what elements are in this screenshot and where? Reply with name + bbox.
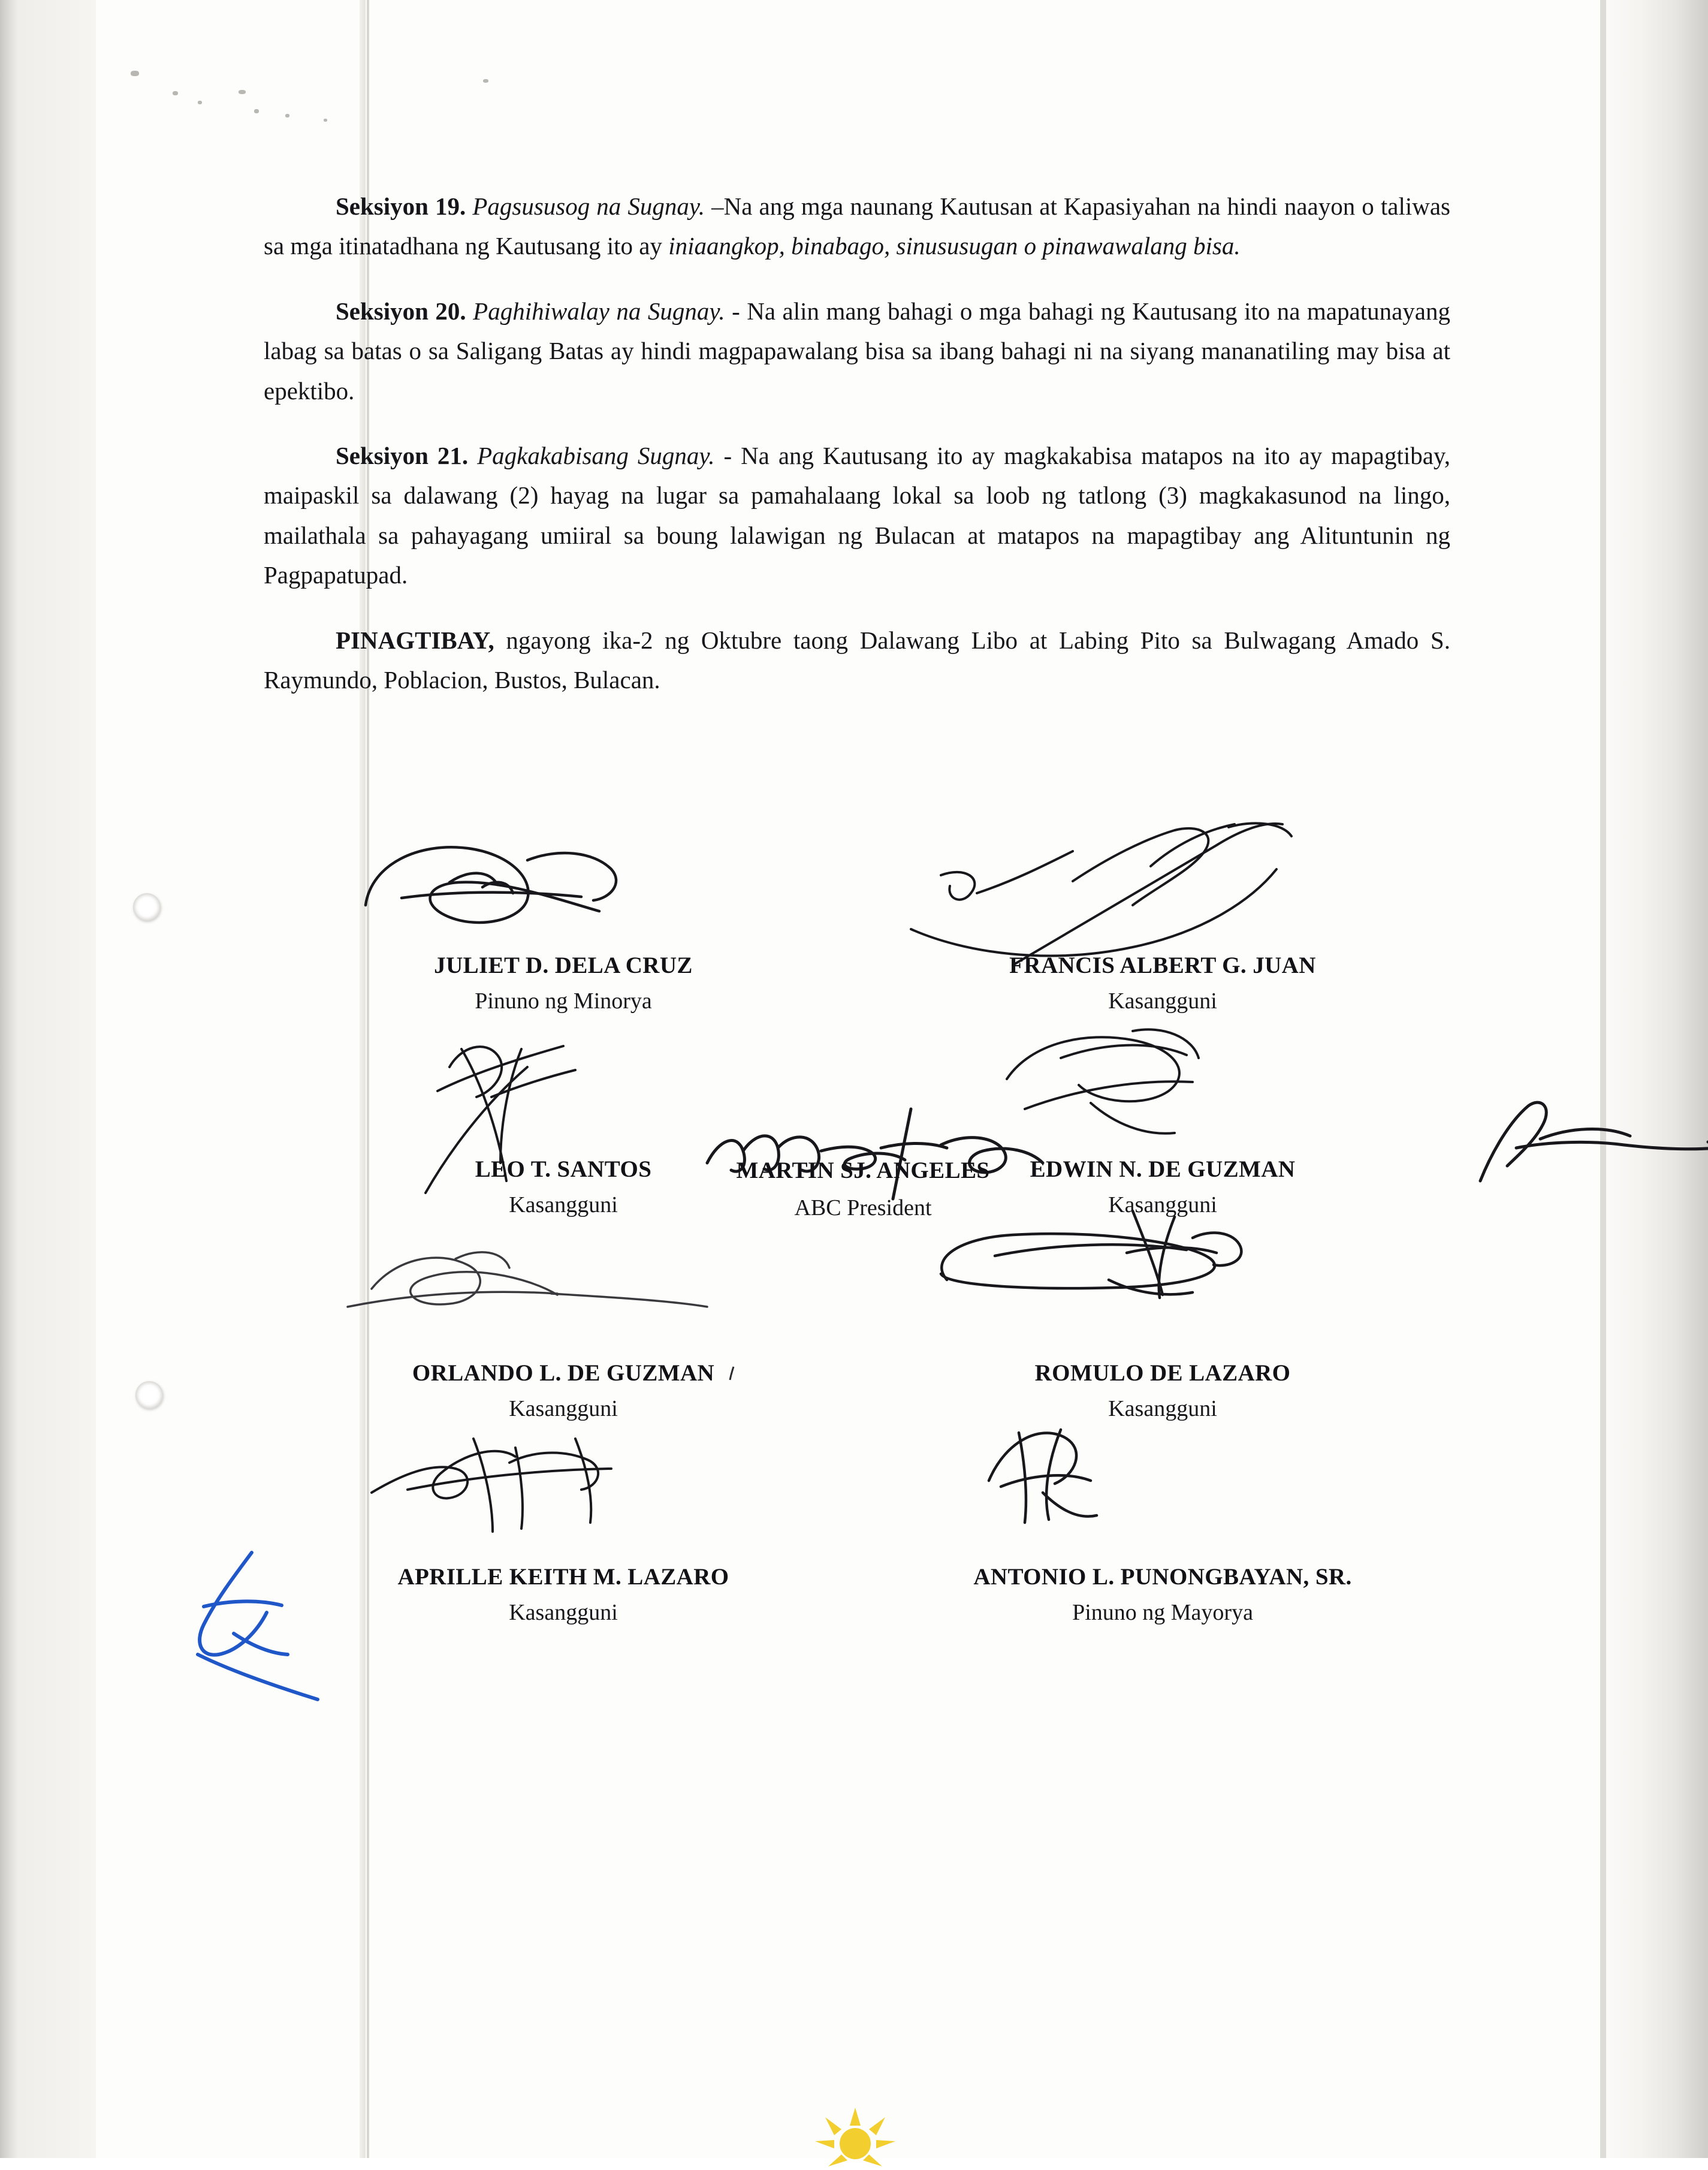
signatory-name: JULIET D. DELA CRUZ	[434, 953, 693, 978]
signatory-title: Pinuno ng Mayorya	[1072, 1600, 1253, 1625]
section-text-italic: iniaangkop, binabago, sinususugan o pinawawalang bisa.	[668, 232, 1241, 260]
signatory-cell	[264, 1451, 863, 1654]
section-title: Paghihiwalay na Sugnay.	[473, 297, 725, 325]
section-text: - Na alin mang bahagi o mga bahagi ng Kautusang ito na mapatunayang labag sa batas o sa Saligang Batas ay hindi magpapawalang bisa sa ibang bahagi ni na siyang mananatiling may bisa at epektibo.	[264, 297, 1450, 405]
scan-speck	[324, 119, 327, 122]
signatory-cell	[264, 1247, 863, 1451]
scan-speck	[285, 114, 289, 117]
signatory-title: ABC President	[794, 1195, 932, 1220]
scan-speck	[198, 101, 202, 104]
signatory-title: Kasangguni	[1108, 988, 1217, 1014]
scan-edge-left	[0, 0, 18, 2158]
scan-speck	[254, 109, 259, 113]
signature-block	[264, 839, 1462, 1654]
signature-row	[264, 1247, 1462, 1451]
paragraph-seksiyon-20	[264, 291, 1450, 411]
signatory-name: APRILLE KEITH M. LAZARO	[397, 1564, 729, 1590]
section-text: - Na ang Kautusang ito ay magkakabisa matapos na ito ay mapagtibay, maipaskil sa dalawang (2) hayag na lugar sa pamahalaang lokal sa loob ng tatlong (3) magkakasunod na lingo, mailathala sa pahayagang umiiral sa boung lalawigan ng Bulacan at matapos na mapagtibay ang Alituntunin ng Pagpapatupad.	[264, 442, 1451, 589]
signatory-title: Pinuno ng Minorya	[475, 988, 652, 1014]
section-title: Pagkakabisang Sugnay.	[477, 442, 715, 470]
signatory-cell	[863, 1247, 1462, 1451]
signatory-title: Kasangguni	[509, 1192, 618, 1217]
scan-edge-left-inner	[18, 0, 96, 2158]
section-text: –Na ang mga naunang Kautusan at Kapasiyahan na hindi naayon o taliwas sa mga itinatadhana ng Kautusang ito ay	[264, 192, 1450, 260]
scan-speck	[173, 91, 178, 95]
scan-speck	[131, 71, 139, 76]
scan-edge-right-inner	[1606, 0, 1642, 2158]
paragraph-seksiyon-21	[264, 436, 1450, 595]
signatory-cell	[264, 839, 863, 1043]
signatory-title: Kasangguni	[1108, 1192, 1217, 1217]
section-number: Seksiyon 19.	[336, 192, 466, 220]
section-number: Seksiyon 21.	[336, 442, 469, 470]
enactment-text: ngayong ika-2 ng Oktubre taong Dalawang Libo at Labing Pito sa Bulwagang Amado S. Raymundo, Poblacion, Bustos, Bulacan.	[264, 626, 1450, 694]
sun-seal-icon	[810, 2104, 900, 2170]
scan-speck	[483, 79, 488, 83]
section-number: Seksiyon 20.	[336, 297, 466, 325]
handwritten-signature-icon	[330, 827, 665, 965]
scan-edge-right	[1642, 0, 1708, 2158]
signatory-name: ROMULO DE LAZARO	[1034, 1360, 1291, 1386]
signature-row	[264, 1451, 1462, 1654]
section-title: Pagsususog na Sugnay.	[472, 192, 705, 220]
signatory-title: Kasangguni	[1108, 1396, 1217, 1421]
punch-hole-icon	[133, 893, 161, 921]
signature-row	[264, 839, 1462, 1043]
paragraph-seksiyon-19	[264, 186, 1450, 266]
signatory-name: ORLANDO L. DE GUZMAN	[412, 1360, 715, 1386]
signatory-title: Kasangguni	[509, 1396, 618, 1421]
signatory-name: FRANCIS ALBERT G. JUAN	[1009, 953, 1316, 978]
signatory-name: LEO T. SANTOS	[475, 1156, 652, 1182]
paragraph-pinagtibay	[264, 620, 1450, 700]
enactment-keyword: PINAGTIBAY,	[336, 626, 494, 654]
signatory-name: EDWIN N. DE GUZMAN	[1030, 1156, 1296, 1182]
scan-speck	[239, 90, 246, 94]
signatory-name: ANTONIO L. PUNONGBAYAN, SR.	[973, 1564, 1352, 1590]
signatory-name: MARTIN SJ. ANGELES	[736, 1158, 990, 1183]
signatory-cell	[863, 839, 1462, 1043]
punch-hole-icon	[135, 1381, 163, 1409]
final-signatory	[264, 1157, 1462, 1221]
signatory-title: Kasangguni	[509, 1600, 618, 1625]
document-body	[264, 162, 1450, 700]
signatory-cell	[863, 1451, 1462, 1654]
